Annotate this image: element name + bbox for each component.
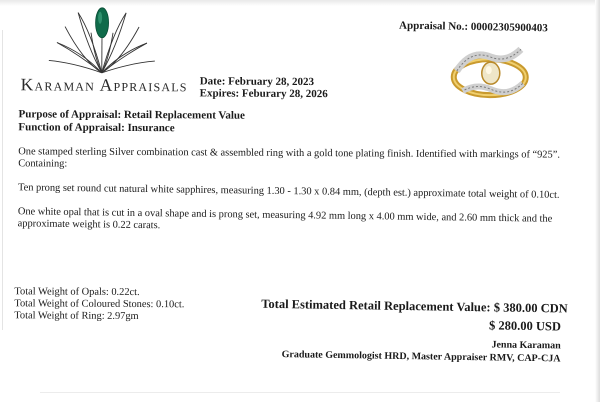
ring-photo-icon [441,35,539,106]
signer-credentials: Graduate Gemmologist HRD, Master Appraiser RMV, CAP-CJA [281,349,561,365]
weight-opals: Total Weight of Opals: 0.22ct. [14,286,140,299]
value-usd: $ 280.00 USD [488,318,562,334]
weights-block [14,286,184,323]
weight-coloured-stones: Total Weight of Coloured Stones: 0.10ct. [14,298,185,311]
purpose-block [18,108,245,135]
company-logo [11,2,192,109]
expiry-date: Expires: Feburary 28, 2026 [199,87,328,101]
signer-name: Jenna Karaman [491,339,561,352]
value-cdn: Total Estimated Retail Replacement Value: $ 380.00 CDN [261,296,568,316]
weight-ring: Total Weight of Ring: 2.97gm [14,310,139,323]
appraisal-number: Appraisal No.: 00002305900403 [398,19,548,35]
description-ring: One stamped sterling Silver combination cast & assembled ring with a gold tone plating finish. Identified with markings of “925”. Containing: [18,146,560,170]
description-opal: One white opal that is cut in a oval shape and is prong set, measuring 4.92 mm long x 4.00 mm wide, and 2.60 mm thick and the approximate weight is 0.22 carats. [17,206,553,232]
appraisal-date: Date: February 28, 2023 [199,75,315,89]
valuation-block [260,297,567,365]
company-name: Karaman Appraisals [20,74,188,96]
date-block [200,75,328,100]
function-of-appraisal: Function of Appraisal: Insurance [18,121,175,135]
emerald-leaf-logo-icon [43,2,161,77]
purpose-of-appraisal: Purpose of Appraisal: Retail Replacement Value [18,108,245,122]
description-sapphires: Ten prong set round cut natural white sapphires, measuring 1.30 - 1.30 x 0.84 mm, (depth est.) approximate total weight of 0.10ct. [17,182,560,201]
